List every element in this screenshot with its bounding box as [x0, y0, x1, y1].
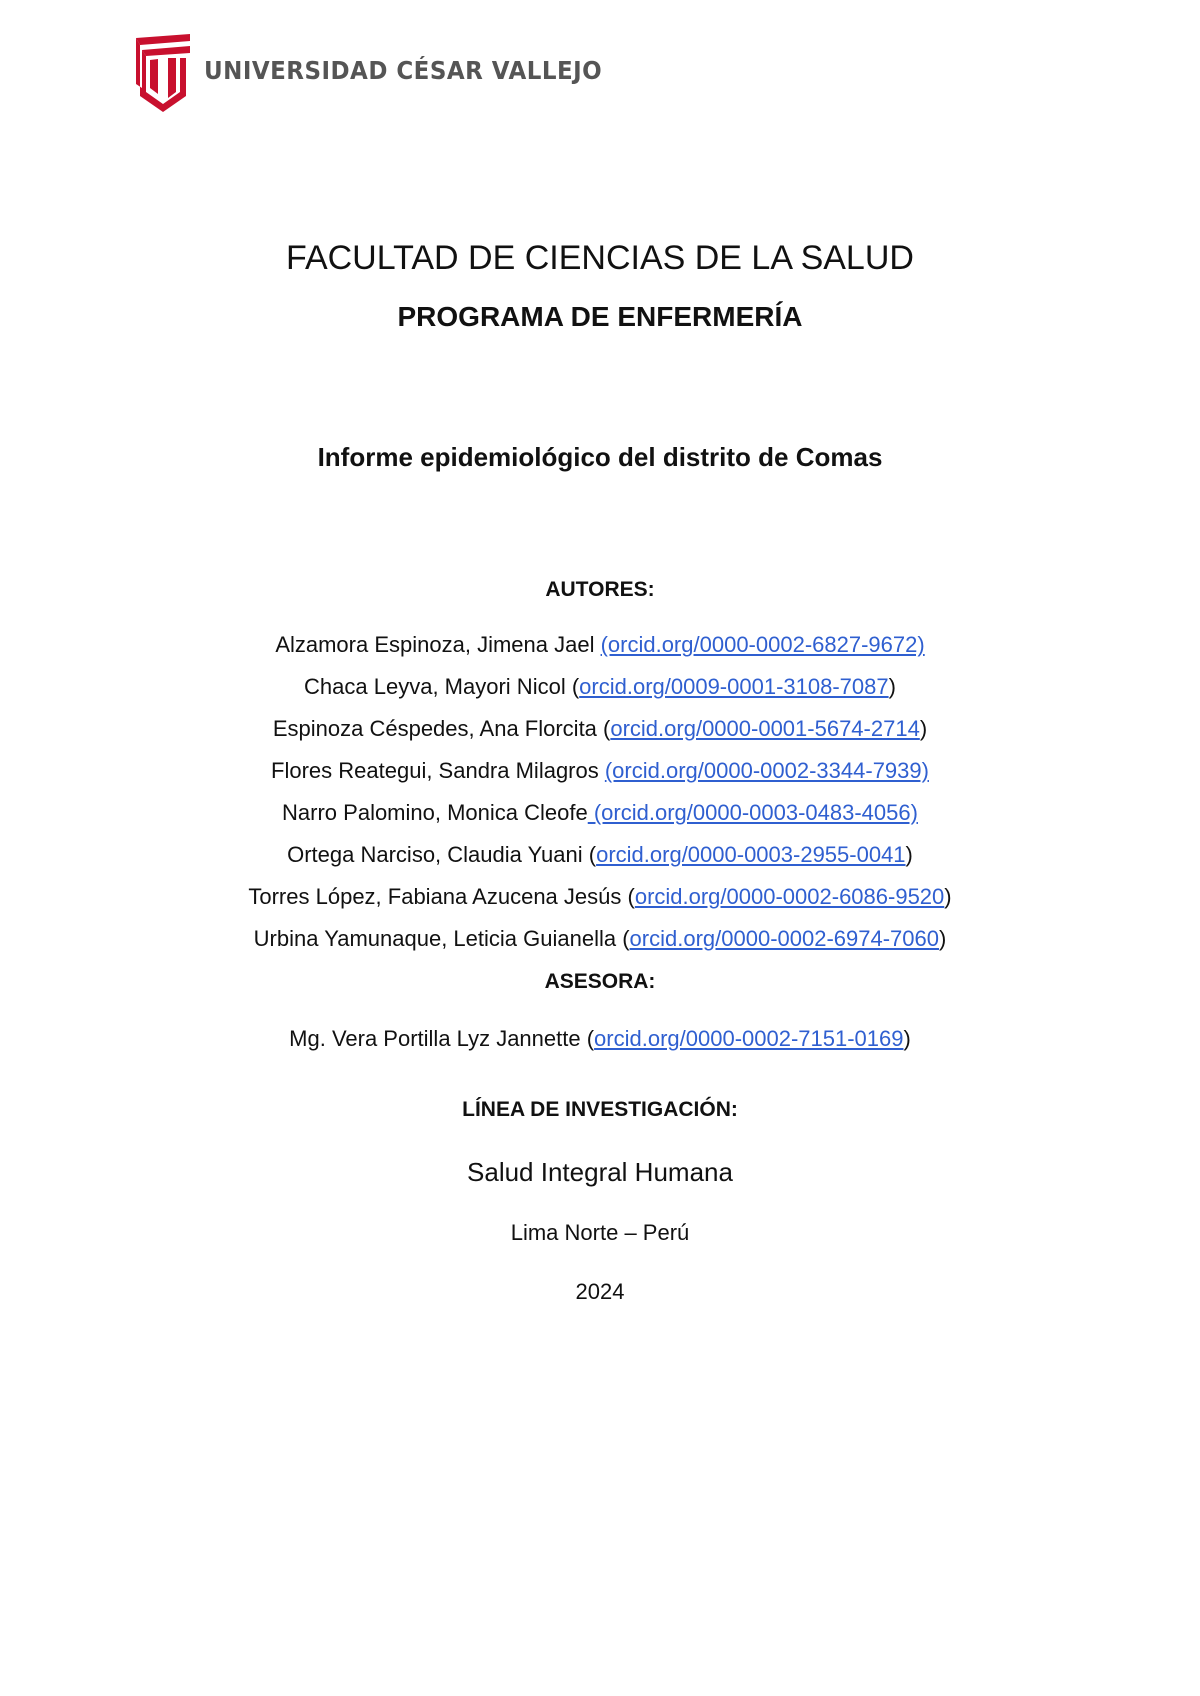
- author-item: Torres López, Fabiana Azucena Jesús (orcid.org/0000-0002-6086-9520): [248, 884, 952, 909]
- university-logo: [136, 34, 637, 112]
- university-name: UNIVERSIDAD CÉSAR VALLEJO: [204, 55, 603, 85]
- author-item: Ortega Narciso, Claudia Yuani (orcid.org/0000-0003-2955-0041): [287, 842, 913, 867]
- author-name: Espinoza Céspedes, Ana Florcita: [272, 716, 604, 741]
- author-item: [0, 758, 1200, 800]
- orcid-link[interactable]: orcid.org/0000-0002-6086-9520: [634, 884, 945, 909]
- author-item: [0, 800, 1200, 842]
- author-name: Narro Palomino, Monica Cleofe: [282, 800, 588, 825]
- author-name: Urbina Yamunaque, Leticia Guianella: [253, 926, 623, 951]
- author-name: Flores Reategui, Sandra Milagros: [271, 758, 605, 783]
- orcid-link[interactable]: (orcid.org/0000-0002-6827-9672): [600, 632, 925, 657]
- author-item: [0, 632, 1200, 674]
- advisor-line: Mg. Vera Portilla Lyz Jannette (orcid.org/0000-0002-7151-0169): [289, 1026, 911, 1051]
- advisor-name: Mg. Vera Portilla Lyz Jannette: [289, 1026, 587, 1051]
- author-name: Chaca Leyva, Mayori Nicol: [304, 674, 572, 699]
- author-item: Urbina Yamunaque, Leticia Guianella (orcid.org/0000-0002-6974-7060): [253, 926, 947, 951]
- year: 2024: [575, 1279, 625, 1304]
- orcid-link[interactable]: orcid.org/0000-0002-6974-7060: [629, 926, 939, 951]
- authors-list: [0, 632, 1200, 968]
- orcid-link[interactable]: orcid.org/0009-0001-3108-7087: [579, 674, 889, 699]
- report-title: Informe epidemiológico del distrito de Comas: [317, 442, 883, 472]
- research-line-value: Salud Integral Humana: [467, 1157, 733, 1187]
- program-title: PROGRAMA DE ENFERMERÍA: [397, 301, 803, 332]
- author-name: Ortega Narciso, Claudia Yuani: [287, 842, 589, 867]
- orcid-link[interactable]: (orcid.org/0000-0003-0483-4056): [587, 800, 918, 825]
- orcid-link[interactable]: orcid.org/0000-0002-7151-0169: [594, 1026, 904, 1051]
- author-item: Chaca Leyva, Mayori Nicol (orcid.org/0009-0001-3108-7087): [304, 674, 896, 699]
- faculty-title: FACULTAD DE CIENCIAS DE LA SALUD: [286, 239, 914, 277]
- authors-label: AUTORES:: [545, 578, 655, 601]
- author-item: Espinoza Céspedes, Ana Florcita (orcid.org/0000-0001-5674-2714): [272, 716, 928, 741]
- author-name: Alzamora Espinoza, Jimena Jael: [275, 632, 601, 657]
- advisor-label: ASESORA:: [544, 970, 656, 993]
- ucv-shield-icon: [136, 34, 190, 112]
- orcid-link[interactable]: (orcid.org/0000-0002-3344-7939): [604, 758, 929, 783]
- research-line-label: LÍNEA DE INVESTIGACIÓN:: [462, 1098, 738, 1121]
- orcid-link[interactable]: orcid.org/0000-0003-2955-0041: [596, 842, 906, 867]
- author-name: Torres López, Fabiana Azucena Jesús: [248, 884, 628, 909]
- place: Lima Norte – Perú: [510, 1220, 690, 1245]
- orcid-link[interactable]: orcid.org/0000-0001-5674-2714: [610, 716, 920, 741]
